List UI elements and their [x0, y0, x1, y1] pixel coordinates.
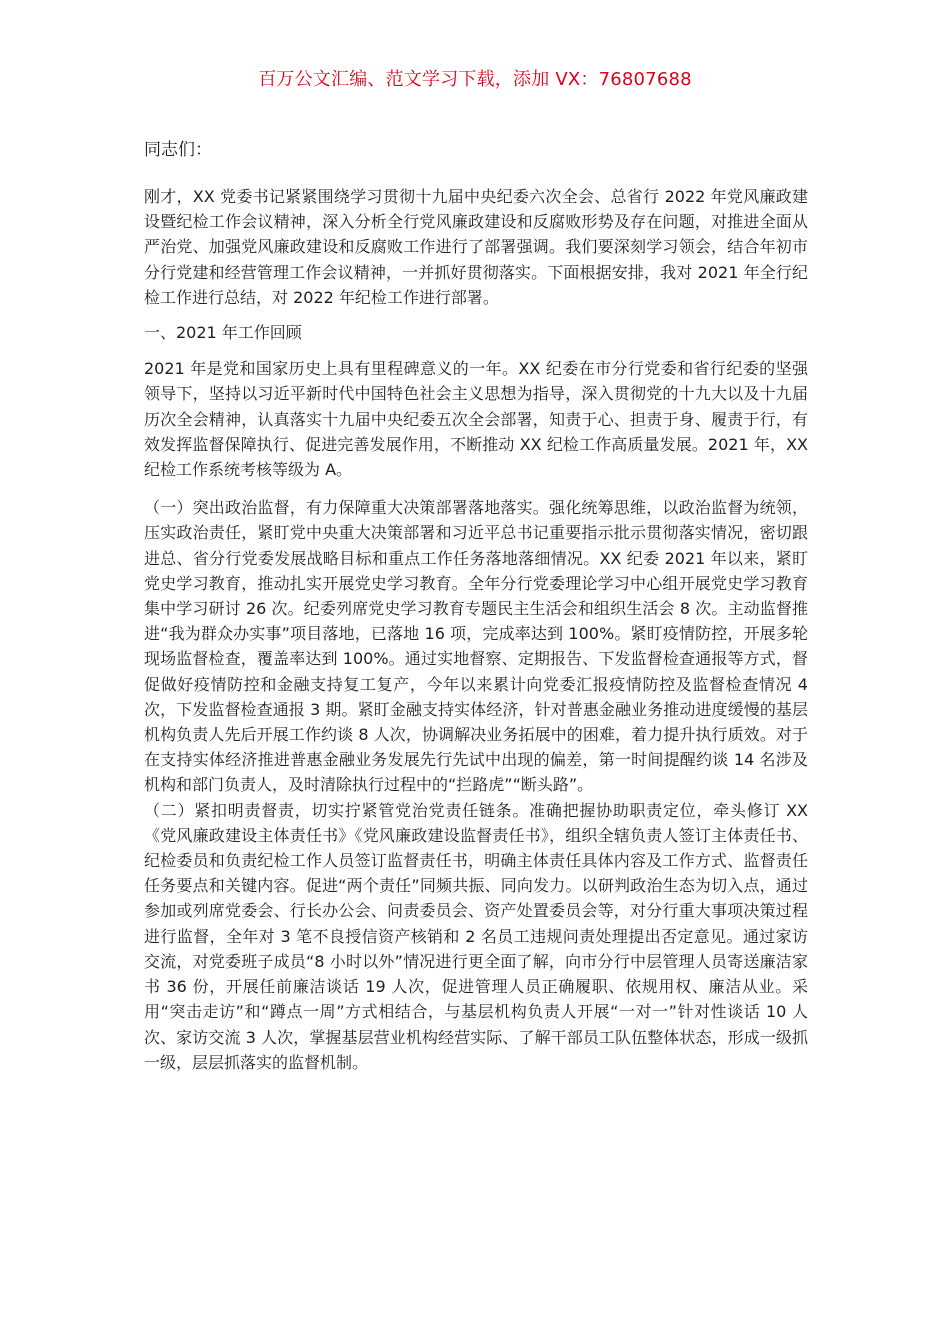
section-heading: 一、2021 年工作回顾 — [144, 323, 302, 343]
opening-paragraph: 刚才，XX 党委书记紧紧围绕学习贯彻十九届中央纪委六次全会、总省行 2022 年党风廉政建设暨纪检工作会议精神，深入分析全行党风廉政建设和反腐败形势及存在问题，对推进全面从严治党、加强党风廉政建设和反腐败工作进行了部署强调。我们要深刻学习领会，结合年初市分行党建和经营管理工作会议精神，一并抓好贯彻落实。下面根据安排，我对 2021 年全行纪检工作进行总结，对 2022 年纪检工作进行部署。 — [144, 187, 808, 307]
political-supervision-paragraph: （一）突出政治监督，有力保障重大决策部署落地落实。强化统筹思维，以政治监督为统领，压实政治责任，紧盯党中央重大决策部署和习近平总书记重要指示批示贯彻落实情况，密切跟进总、省分行党委发展战略目标和重点工作任务落地落细情况。XX 纪委 2021 年以来，紧盯党史学习教育，推动扎实开展党史学习教育。全年分行党委理论学习中心组开展党史学习教育集中学习研讨 26 次。纪委列席党史学习教育专题民主生活会和组织生活会 8 次。主动监督推进“我为群众办实事”项目落地，已落地 16 项，完成率达到 100%。紧盯疫情防控，开展多轮现场监督检查，覆盖率达到 100%。通过实地督察、定期报告、下发监督检查通报等方式，督促做好疫情防控和金融支持复工复产，今年以来累计向党委汇报疫情防控及监督检查情况 4 次，下发监督检查通报 3 期。紧盯金融支持实体经济，针对普惠金融业务推动进度缓慢的基层机构负责人先后开展工作约谈 8 人次，协调解决业务拓展中的困难，着力提升执行质效。对于在支持实体经济推进普惠金融业务发展先行先试中出现的偏差，第一时间提醒约谈 14 名涉及机构和部门负责人，及时清除执行过程中的“拦路虎”“断头路”。 — [144, 498, 808, 795]
document-body — [144, 137, 808, 1075]
watermark-banner: 百万公文汇编、范文学习下载，添加 VX：76807688 — [258, 69, 692, 90]
salutation: 同志们： — [144, 140, 212, 160]
review-intro-paragraph: 2021 年是党和国家历史上具有里程碑意义的一年。XX 纪委在市分行党委和省行纪委的坚强领导下，坚持以习近平新时代中国特色社会主义思想为指导，深入贯彻党的十九大以及十九届历次全会精神，认真落实十九届中央纪委五次全会部署，知责于心、担责于身、履责于行，有效发挥监督保障执行、促进完善发展作用，不断推动 XX 纪检工作高质量发展。2021 年，XX 纪检工作系统考核等级为 A。 — [144, 359, 808, 480]
responsibility-paragraph: （二）紧扣明责督责，切实拧紧管党治党责任链条。准确把握协助职责定位，牵头修订 XX《党风廉政建设主体责任书》《党风廉政建设监督责任书》，组织全辖负责人签订主体责任书、纪检委员和负责纪检工作人员签订监督责任书，明确主体责任具体内容及工作方式、监督责任任务要点和关键内容。促进“两个责任”同频共振、同向发力。以研判政治生态为切入点，通过参加或列席党委会、行长办公会、问责委员会、资产处置委员会等，对分行重大事项决策过程进行监督，全年对 3 笔不良授信资产核销和 2 名员工违规问责处理提出否定意见。通过家访交流，对党委班子成员“8 小时以外”情况进行更全面了解，向市分行中层管理人员寄送廉洁家书 36 份，开展任前廉洁谈话 19 人次，促进管理人员正确履职、依规用权、廉洁从业。采用“突击走访”和“蹲点一周”方式相结合，与基层机构负责人开展“一对一”针对性谈话 10 人次、家访交流 3 人次，掌握基层营业机构经营实际、了解干部员工队伍整体状态，形成一级抓一级，层层抓落实的监督机制。 — [144, 800, 808, 1072]
